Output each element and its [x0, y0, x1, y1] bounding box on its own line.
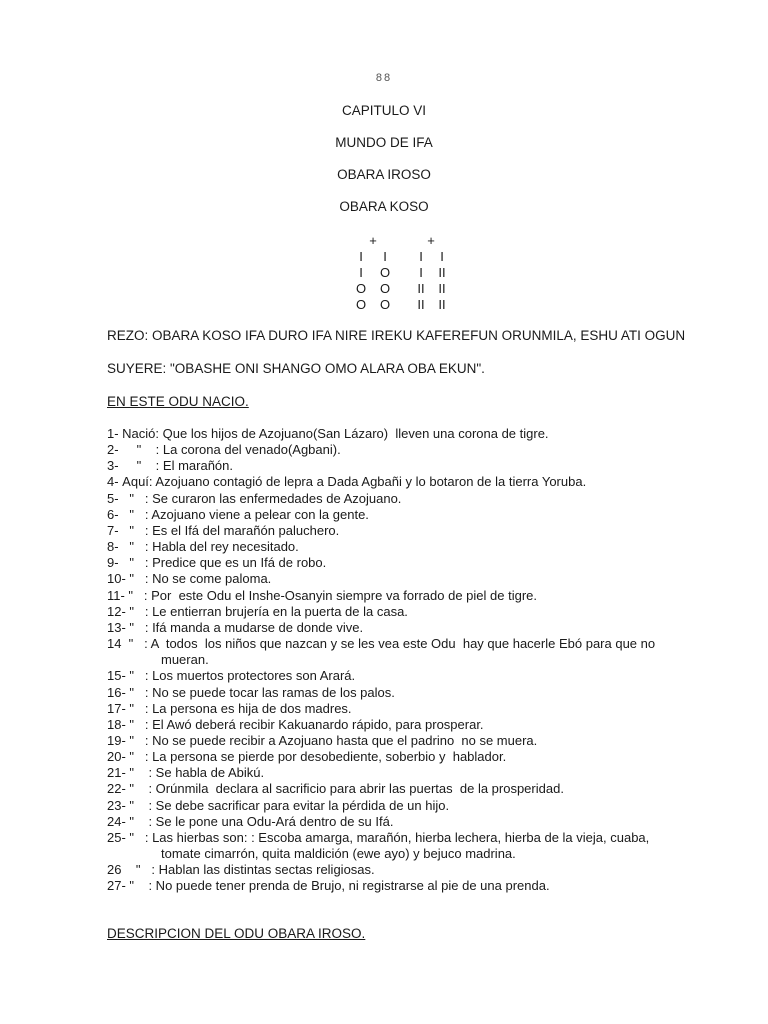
- odu-alias: OBARA KOSO: [339, 199, 429, 214]
- list-item-number: 23- ": [107, 797, 135, 813]
- list-item-number: 24- ": [107, 813, 135, 829]
- list-item: [107, 668, 707, 684]
- sign-mark: I: [440, 249, 444, 264]
- list-item-text: : Azojuano viene a pelear con la gente.: [134, 506, 369, 522]
- sign-mark: I: [419, 249, 423, 264]
- sign-mark: I: [359, 265, 363, 280]
- section-heading-descripcion: DESCRIPCION DEL ODU OBARA IROSO.: [107, 926, 366, 941]
- list-item-text: : El marañón.: [141, 458, 233, 474]
- list-item-number: 14 ": [107, 636, 134, 652]
- chapter-title: CAPITULO VI: [341, 103, 427, 118]
- sign-mark: I: [359, 249, 363, 264]
- list-item-continuation: mueran.: [161, 652, 209, 668]
- list-item: [107, 604, 707, 620]
- list-item-number: 11- ": [107, 587, 134, 603]
- list-item-text: : No se puede recibir a Azojuano hasta que el padrino no se muera.: [134, 732, 538, 748]
- sign-mark: I: [419, 265, 423, 280]
- sign-mark: II: [417, 297, 425, 312]
- list-item-number: 8- ": [107, 539, 135, 555]
- list-item-number: 5- ": [107, 490, 135, 506]
- nacio-list: [107, 426, 707, 895]
- list-item-number: 2- ": [107, 442, 142, 458]
- suyere-line: SUYERE: "OBASHE ONI SHANGO OMO ALARA OBA EKUN".: [107, 361, 485, 376]
- list-item-text: : Orúnmila declara al sacrificio para abrir las puertas de la prosperidad.: [134, 781, 564, 797]
- sign-plus-left: +: [369, 233, 377, 248]
- list-item: [107, 620, 707, 636]
- list-item-number: 19- ": [107, 732, 135, 748]
- book-section-title: MUNDO DE IFA: [335, 135, 433, 150]
- list-item-text: : La corona del venado(Agbani).: [141, 442, 341, 458]
- list-item-number: 25- ": [107, 829, 135, 845]
- list-item-number: 1-: [107, 426, 123, 441]
- list-item-number: 20- ": [107, 749, 135, 765]
- list-item-number: 7- ": [107, 522, 135, 538]
- list-item-text: : Las hierbas son: : Escoba amarga, marañón, hierba lechera, hierba de la vieja, cuaba,: [134, 829, 650, 845]
- sign-mark: I: [383, 249, 387, 264]
- list-item-text: : Se le pone una Odu-Ará dentro de su Ifá.: [134, 813, 394, 829]
- list-item-text: : Predice que es un Ifá de robo.: [134, 555, 327, 571]
- list-item-text: : Hablan las distintas sectas religiosas.: [140, 862, 375, 878]
- list-item: [107, 733, 707, 749]
- list-item-text: Nació: Que los hijos de Azojuano(San Lázaro) lleven una corona de tigre.: [122, 426, 549, 441]
- odu-sign-figure: [352, 233, 456, 313]
- sign-mark: O: [379, 265, 391, 280]
- list-item-text: : No se come paloma.: [134, 571, 272, 587]
- list-item-text: : Habla del rey necesitado.: [134, 539, 299, 555]
- rezo-line: REZO: OBARA KOSO IFA DURO IFA NIRE IREKU KAFEREFUN ORUNMILA, ESHU ATI OGUN: [107, 328, 686, 343]
- list-item: [107, 523, 707, 539]
- list-item-text: : No puede tener prenda de Brujo, ni registrarse al pie de una prenda.: [134, 878, 550, 894]
- list-item: [107, 781, 707, 797]
- list-item: [107, 765, 707, 781]
- list-item-text: : La persona se pierde por desobediente, soberbio y hablador.: [134, 749, 507, 765]
- list-item-text: : Le entierran brujería en la puerta de la casa.: [134, 603, 408, 619]
- list-item: [107, 862, 707, 878]
- odu-name: OBARA IROSO: [337, 167, 431, 182]
- list-item-text: : Ifá manda a mudarse de donde vive.: [134, 619, 364, 635]
- list-item: [107, 426, 707, 442]
- list-item: [107, 701, 707, 717]
- list-item-number: 3- ": [107, 458, 142, 474]
- sign-plus-right: +: [427, 233, 435, 248]
- list-item-text: : Se debe sacrificar para evitar la pérdida de un hijo.: [134, 797, 450, 813]
- list-item: [107, 830, 707, 862]
- list-item-number: 12- ": [107, 603, 135, 619]
- list-item-number: 22- ": [107, 781, 135, 797]
- list-item: [107, 814, 707, 830]
- list-item: [107, 442, 707, 458]
- list-item-number: 15- ": [107, 668, 135, 684]
- sign-mark: O: [355, 281, 367, 296]
- list-item-number: 4-: [107, 474, 123, 490]
- list-item-continuation: tomate cimarrón, quita maldición (ewe ayo) y bejuco madrina.: [161, 846, 516, 862]
- section-heading-nacio: EN ESTE ODU NACIO.: [107, 394, 249, 409]
- list-item: [107, 571, 707, 587]
- list-item-text: : Se curaron las enfermedades de Azojuano.: [134, 490, 402, 506]
- list-item-number: 13- ": [107, 619, 135, 635]
- list-item-text: Aquí: Azojuano contagió de lepra a Dada Agbañi y lo botaron de la tierra Yoruba.: [122, 474, 587, 490]
- list-item: [107, 491, 707, 507]
- list-item-number: 16- ": [107, 684, 135, 700]
- list-item-text: : El Awó deberá recibir Kakuanardo rápido, para prosperar.: [134, 716, 484, 732]
- list-item-number: 21- ": [107, 765, 135, 781]
- list-item: [107, 458, 707, 474]
- list-item: [107, 717, 707, 733]
- sign-mark: O: [355, 297, 367, 312]
- sign-mark: O: [379, 281, 391, 296]
- list-item-text: : Los muertos protectores son Arará.: [134, 668, 356, 684]
- list-item-text: : Por este Odu el Inshe-Osanyin siempre va forrado de piel de tigre.: [133, 587, 537, 603]
- list-item: [107, 555, 707, 571]
- list-item: [107, 588, 707, 604]
- list-item: [107, 749, 707, 765]
- list-item: [107, 474, 707, 490]
- list-item-number: 10- ": [107, 571, 135, 587]
- list-item: [107, 636, 707, 668]
- list-item-number: 26 ": [107, 862, 141, 878]
- list-item-text: : Es el Ifá del marañón paluchero.: [134, 522, 340, 538]
- list-item: [107, 539, 707, 555]
- sign-mark: II: [417, 281, 425, 296]
- sign-mark: II: [438, 265, 446, 280]
- list-item-number: 18- ": [107, 716, 135, 732]
- list-item-text: : Se habla de Abikú.: [134, 765, 265, 781]
- list-item-text: : La persona es hija de dos madres.: [134, 700, 352, 716]
- page-number: 88: [375, 72, 393, 84]
- list-item-text: : A todos los niños que nazcan y se les vea este Odu hay que hacerle Ebó para que no: [133, 636, 656, 652]
- list-item-number: 6- ": [107, 506, 135, 522]
- sign-mark: II: [438, 297, 446, 312]
- sign-mark: II: [438, 281, 446, 296]
- sign-mark: O: [379, 297, 391, 312]
- list-item: [107, 507, 707, 523]
- list-item: [107, 685, 707, 701]
- list-item-number: 27- ": [107, 878, 135, 894]
- list-item: [107, 798, 707, 814]
- list-item-number: 17- ": [107, 700, 135, 716]
- list-item-number: 9- ": [107, 555, 135, 571]
- list-item: [107, 878, 707, 894]
- list-item-text: : No se puede tocar las ramas de los palos.: [134, 684, 395, 700]
